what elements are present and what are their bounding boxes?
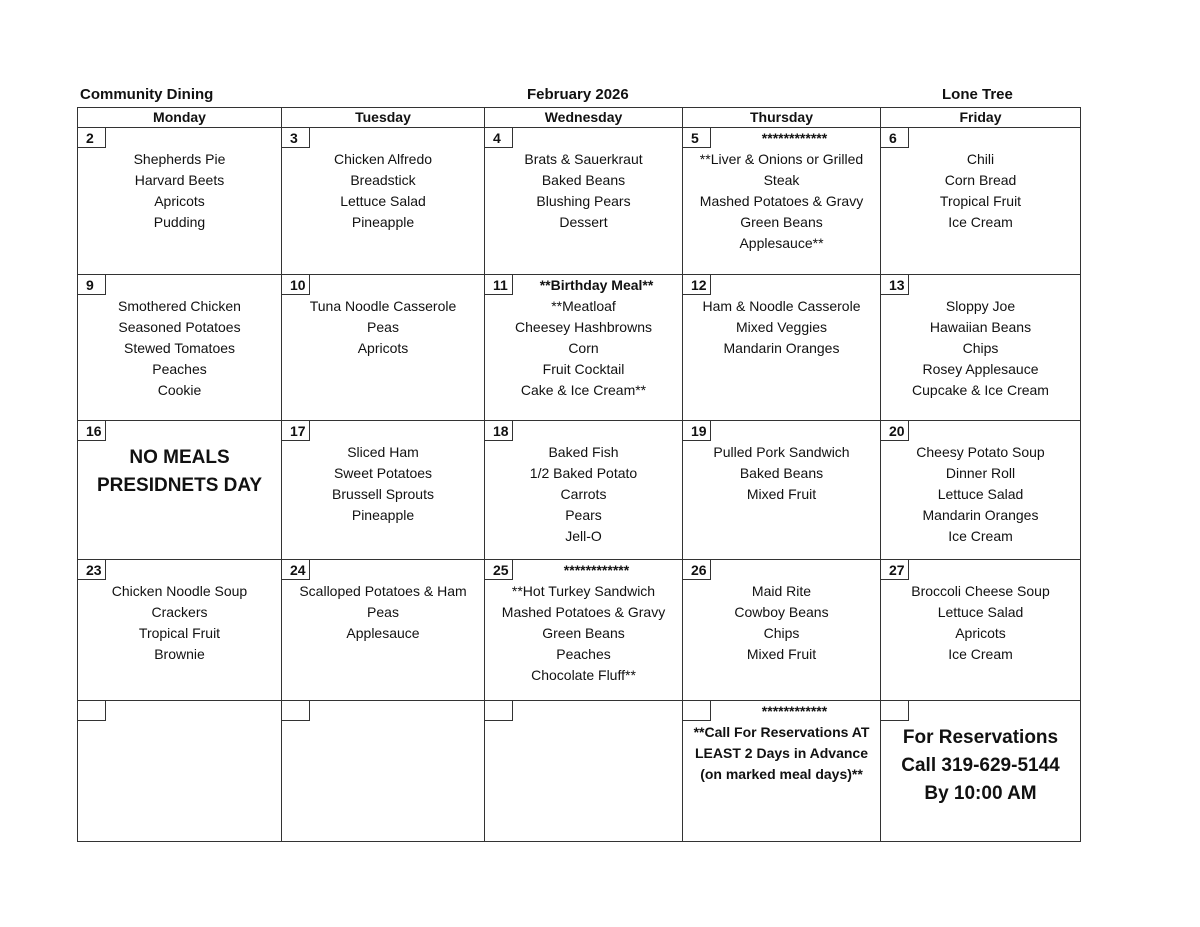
menu-item: Chocolate Fluff** — [531, 667, 636, 683]
weekday-header-tuesday: Tuesday — [282, 108, 485, 128]
menu-item: Ice Cream — [948, 214, 1013, 230]
menu-items — [282, 442, 484, 526]
day-number: 19 — [683, 421, 711, 441]
menu-item: Green Beans — [542, 625, 625, 641]
day-number: 13 — [881, 275, 909, 295]
day-header-note: ************ — [761, 130, 828, 146]
menu-item: Mixed Fruit — [746, 646, 817, 662]
menu-item: Rosey Applesauce — [922, 361, 1039, 377]
menu-items — [78, 581, 281, 665]
day-header-note — [485, 421, 682, 442]
day-cell-content — [282, 560, 484, 700]
day-cell-content — [282, 128, 484, 274]
menu-item: Stewed Tomatoes — [123, 340, 236, 356]
day-header-note — [683, 560, 880, 581]
menu-item: Seasoned Potatoes — [118, 319, 241, 335]
day-cell-content — [683, 128, 880, 274]
day-number: 9 — [78, 275, 106, 295]
menu-item: Baked Fish — [548, 444, 619, 460]
menu-item: Brats & Sauerkraut — [524, 151, 643, 167]
menu-item: Pineapple — [351, 214, 415, 230]
day-header-note — [282, 560, 484, 581]
day-number: 4 — [485, 128, 513, 148]
menu-items — [485, 442, 682, 547]
day-cell — [485, 701, 683, 842]
day-number — [683, 701, 711, 721]
menu-item: LEAST 2 Days in Advance — [695, 745, 868, 761]
day-cell-content — [881, 560, 1080, 700]
menu-item: Cowboy Beans — [734, 604, 829, 620]
menu-item: Apricots — [357, 340, 409, 356]
menu-item: Cake & Ice Cream** — [520, 382, 647, 398]
menu-items — [683, 296, 880, 359]
menu-item: NO MEALS — [129, 447, 230, 468]
menu-item: Peaches — [556, 646, 611, 662]
day-number: 5 — [683, 128, 711, 148]
day-header-note — [78, 701, 281, 722]
day-header-note: ************ — [761, 703, 828, 719]
menu-item: Tropical Fruit — [939, 193, 1022, 209]
day-cell-content — [881, 701, 1080, 841]
day-header-note — [881, 421, 1080, 442]
menu-item: Mashed Potatoes & Gravy — [699, 193, 864, 209]
day-cell — [881, 128, 1081, 275]
menu-item: Mashed Potatoes & Gravy — [501, 604, 666, 620]
menu-item: Mixed Fruit — [746, 486, 817, 502]
day-cell-content — [78, 421, 281, 559]
menu-item: Lettuce Salad — [340, 193, 426, 209]
day-cell — [881, 421, 1081, 560]
week-row — [78, 701, 1081, 842]
day-cell — [78, 421, 282, 560]
day-cell — [683, 560, 881, 701]
location-title: Lone Tree — [942, 86, 1013, 103]
day-cell — [78, 275, 282, 421]
day-cell — [683, 275, 881, 421]
day-header-note — [282, 421, 484, 442]
day-cell-content — [282, 275, 484, 420]
day-cell-content — [485, 128, 682, 274]
menu-item: Pineapple — [351, 507, 415, 523]
menu-item: Peas — [367, 319, 399, 335]
menu-item: Mandarin Oranges — [723, 340, 840, 356]
menu-item: Green Beans — [740, 214, 823, 230]
menu-item: Apricots — [955, 625, 1006, 641]
day-cell — [485, 560, 683, 701]
menu-items — [683, 722, 880, 785]
week-row — [78, 275, 1081, 421]
week-row — [78, 421, 1081, 560]
day-header-note — [881, 128, 1080, 149]
day-cell — [683, 421, 881, 560]
menu-item: Scalloped Potatoes & Ham — [299, 583, 467, 599]
menu-item: Sliced Ham — [347, 444, 419, 460]
day-cell — [881, 560, 1081, 701]
menu-item: Smothered Chicken — [118, 298, 241, 314]
menu-item: Ham & Noodle Casserole — [702, 298, 861, 314]
day-header-note — [683, 421, 880, 442]
menu-items — [485, 581, 682, 686]
menu-item: Dinner Roll — [945, 465, 1016, 481]
menu-item: By 10:00 AM — [924, 783, 1037, 804]
day-cell-content — [282, 421, 484, 559]
day-cell — [282, 128, 485, 275]
menu-items — [485, 149, 682, 233]
menu-item: Mandarin Oranges — [922, 507, 1039, 523]
day-number — [282, 701, 310, 721]
menu-item: Brussell Sprouts — [332, 486, 434, 502]
menu-item: 1/2 Baked Potato — [529, 465, 638, 481]
menu-item: Lettuce Salad — [937, 486, 1024, 502]
menu-item: Corn Bread — [944, 172, 1017, 188]
menu-item: Chicken Noodle Soup — [111, 583, 248, 599]
day-cell-content — [881, 128, 1080, 274]
menu-items — [485, 296, 682, 401]
day-number: 16 — [78, 421, 106, 441]
day-number: 12 — [683, 275, 711, 295]
menu-item: Baked Beans — [541, 172, 626, 188]
day-cell-content — [78, 701, 281, 841]
weekday-header-row — [78, 108, 1081, 128]
day-number: 10 — [282, 275, 310, 295]
day-cell — [282, 560, 485, 701]
menu-item: Lettuce Salad — [937, 604, 1024, 620]
menu-item: Shepherds Pie — [133, 151, 226, 167]
menu-calendar — [77, 107, 1081, 842]
day-number: 3 — [282, 128, 310, 148]
menu-items — [881, 442, 1080, 547]
menu-item: Applesauce — [346, 625, 420, 641]
day-header-note — [78, 421, 281, 442]
menu-item: Hawaiian Beans — [929, 319, 1032, 335]
menu-items — [282, 149, 484, 233]
day-number: 20 — [881, 421, 909, 441]
day-cell-content — [683, 701, 880, 841]
day-cell-content — [282, 701, 484, 841]
weekday-header-monday: Monday — [78, 108, 282, 128]
day-cell — [282, 275, 485, 421]
day-number: 17 — [282, 421, 310, 441]
menu-item: Brownie — [154, 646, 205, 662]
menu-item: Applesauce** — [739, 235, 824, 251]
menu-item: Baked Beans — [739, 465, 824, 481]
day-number: 2 — [78, 128, 106, 148]
menu-item: Breadstick — [350, 172, 416, 188]
menu-item: Steak — [763, 172, 800, 188]
menu-items — [683, 581, 880, 665]
menu-item: Pudding — [153, 214, 206, 230]
day-cell-content — [78, 128, 281, 274]
day-number — [78, 701, 106, 721]
day-number: 27 — [881, 560, 909, 580]
menu-item: Call 319-629-5144 — [901, 755, 1060, 776]
month-title: February 2026 — [527, 86, 629, 103]
week-row — [78, 560, 1081, 701]
day-number — [881, 701, 909, 721]
menu-item: Peaches — [152, 361, 207, 377]
day-number: 24 — [282, 560, 310, 580]
menu-item: Cheesey Hashbrowns — [515, 319, 652, 335]
menu-item: Sloppy Joe — [945, 298, 1016, 314]
menu-items — [683, 149, 880, 254]
menu-item: Peas — [367, 604, 399, 620]
menu-item: Corn — [568, 340, 599, 356]
day-header-note — [282, 701, 484, 722]
menu-item: For Reservations — [902, 727, 1059, 748]
menu-item: Mixed Veggies — [735, 319, 828, 335]
day-header-note — [881, 560, 1080, 581]
day-cell-content — [485, 275, 682, 420]
day-cell-content — [683, 560, 880, 700]
day-number: 23 — [78, 560, 106, 580]
menu-item: Tuna Noodle Casserole — [309, 298, 457, 314]
day-cell-content — [683, 275, 880, 420]
day-cell — [485, 421, 683, 560]
day-cell — [78, 128, 282, 275]
week-row — [78, 128, 1081, 275]
menu-items — [881, 581, 1080, 665]
menu-item: Cheesy Potato Soup — [916, 444, 1045, 460]
day-header-note — [282, 128, 484, 149]
day-number: 18 — [485, 421, 513, 441]
menu-item: Crackers — [151, 604, 208, 620]
day-cell — [485, 275, 683, 421]
day-cell — [683, 128, 881, 275]
menu-item: Ice Cream — [948, 646, 1013, 662]
menu-item: Chips — [962, 340, 999, 356]
menu-items — [881, 149, 1080, 233]
weekday-header-friday: Friday — [881, 108, 1081, 128]
menu-item: Chili — [966, 151, 995, 167]
day-number — [485, 701, 513, 721]
menu-item: **Meatloaf — [551, 298, 616, 314]
day-cell — [881, 275, 1081, 421]
day-number: 25 — [485, 560, 513, 580]
day-header-note: ************ — [563, 562, 630, 578]
weekday-header-wednesday: Wednesday — [485, 108, 683, 128]
day-header-note — [881, 275, 1080, 296]
menu-item: Chicken Alfredo — [333, 151, 433, 167]
day-header-note — [78, 128, 281, 149]
menu-item: **Liver & Onions or Grilled — [699, 151, 864, 167]
day-cell-content — [485, 421, 682, 559]
day-cell-content — [881, 421, 1080, 559]
menu-item: **Call For Reservations AT — [693, 724, 870, 740]
menu-item: PRESIDNETS DAY — [96, 475, 263, 496]
day-header-note — [282, 275, 484, 296]
day-cell — [881, 701, 1081, 842]
menu-item: Harvard Beets — [134, 172, 225, 188]
day-cell — [78, 701, 282, 842]
day-cell-content — [485, 701, 682, 841]
menu-item: Blushing Pears — [536, 193, 631, 209]
menu-item: Dessert — [559, 214, 608, 230]
menu-item: Carrots — [560, 486, 607, 502]
menu-item: Sweet Potatoes — [333, 465, 433, 481]
menu-item: (on marked meal days)** — [700, 766, 863, 782]
day-cell-content — [683, 421, 880, 559]
menu-item: **Hot Turkey Sandwich — [511, 583, 656, 599]
menu-item: Cupcake & Ice Cream — [912, 382, 1049, 398]
menu-item: Jell-O — [565, 528, 602, 544]
menu-items — [881, 722, 1080, 808]
menu-items — [78, 149, 281, 233]
weekday-header-thursday: Thursday — [683, 108, 881, 128]
menu-item: Chips — [763, 625, 800, 641]
day-header-note — [78, 560, 281, 581]
menu-items — [78, 442, 281, 500]
menu-items — [78, 296, 281, 401]
day-header-note — [485, 128, 682, 149]
menu-item: Pears — [565, 507, 602, 523]
menu-items — [282, 581, 484, 644]
day-header-note — [683, 275, 880, 296]
day-number: 6 — [881, 128, 909, 148]
day-cell-content — [881, 275, 1080, 420]
menu-item: Broccoli Cheese Soup — [911, 583, 1050, 599]
day-cell — [485, 128, 683, 275]
menu-item: Cookie — [157, 382, 202, 398]
menu-items — [683, 442, 880, 505]
menu-item: Ice Cream — [948, 528, 1013, 544]
day-header-note: **Birthday Meal** — [539, 277, 654, 293]
day-number: 11 — [485, 275, 513, 295]
menu-item: Fruit Cocktail — [542, 361, 625, 377]
menu-item: Pulled Pork Sandwich — [713, 444, 850, 460]
day-number: 26 — [683, 560, 711, 580]
menu-items — [881, 296, 1080, 401]
day-header-note — [485, 701, 682, 722]
organization-title: Community Dining — [80, 86, 214, 103]
day-cell — [282, 421, 485, 560]
menu-items — [282, 296, 484, 359]
day-cell — [282, 701, 485, 842]
menu-item: Tropical Fruit — [138, 625, 221, 641]
day-header-note — [78, 275, 281, 296]
day-cell — [78, 560, 282, 701]
day-cell-content — [485, 560, 682, 700]
day-cell-content — [78, 560, 281, 700]
day-cell — [683, 701, 881, 842]
menu-item: Maid Rite — [751, 583, 812, 599]
day-header-note — [881, 701, 1080, 722]
menu-item: Apricots — [154, 193, 205, 209]
day-cell-content — [78, 275, 281, 420]
